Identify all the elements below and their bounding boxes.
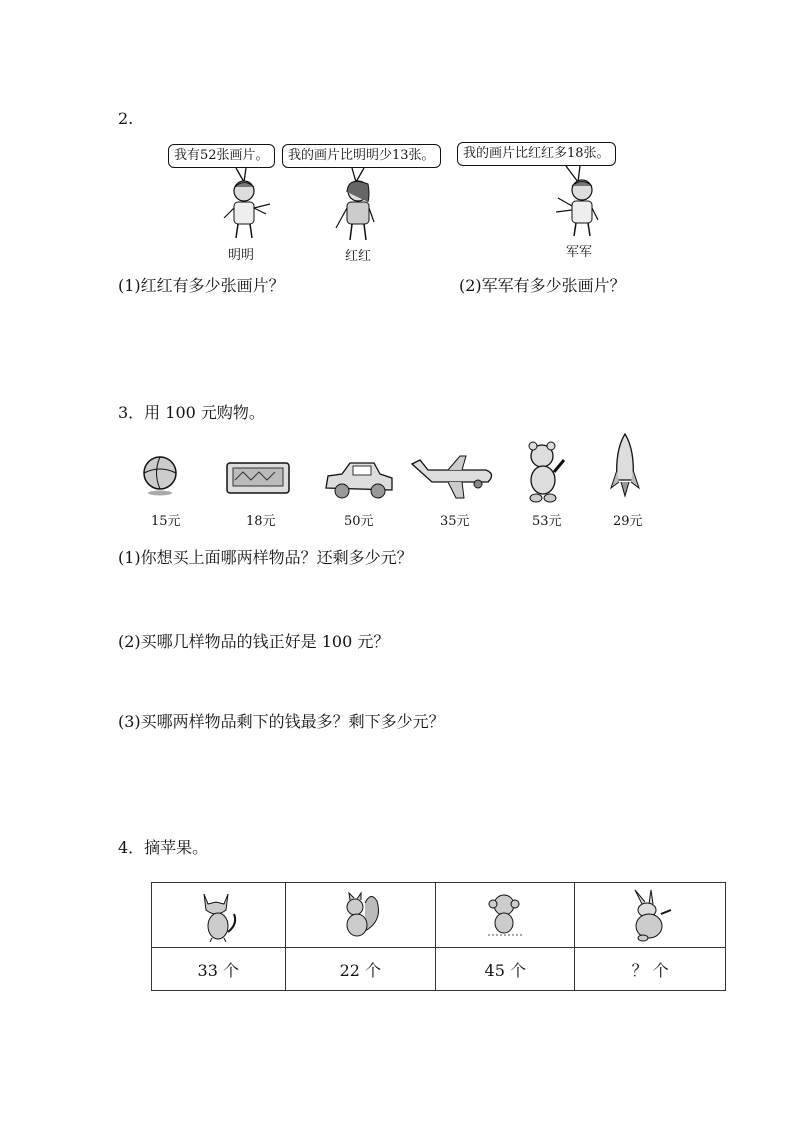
apple-count-rabbit: ？ 个 [575,948,726,991]
question-4-title: 4．摘苹果。 [118,838,209,857]
q3-subquestion-3: (3)买哪两样物品剩下的钱最多？剩下多少元？ [118,712,445,731]
boy-junjun-icon [550,178,610,238]
monkey-icon [482,891,528,939]
girl-honghong-icon [330,178,384,242]
q2-subquestion-1: (1)红红有多少张画片？ [118,276,285,295]
boy-mingming-icon [220,178,280,240]
speech-bubble-mingming: 我有52张画片。 [168,144,275,168]
squirrel-icon [335,891,385,939]
price-toy-car: 50元 [344,514,374,529]
cell-monkey [436,883,575,948]
price-pencil-case: 18元 [246,514,276,529]
name-mingming: 明明 [228,248,255,263]
price-teddy-bear: 53元 [532,514,562,529]
price-airplane: 35元 [440,514,470,529]
q3-subquestion-1: (1)你想买上面哪两样物品？还剩多少元？ [118,548,413,567]
apple-count-squirrel: 22 个 [285,948,436,991]
cell-squirrel [285,883,436,948]
name-junjun: 军军 [566,245,593,260]
apples-table [151,882,726,991]
apple-count-monkey: 45 个 [436,948,575,991]
rabbit-icon [625,888,675,942]
speech-bubble-junjun: 我的画片比红红多18张。 [457,142,616,166]
airplane-icon [408,450,500,502]
name-honghong: 红红 [345,249,372,264]
bubble-tails [0,0,794,200]
cell-cat [152,883,286,948]
price-rocket: 29元 [613,514,643,529]
price-ball: 15元 [151,514,181,529]
ball-icon [141,453,179,497]
teddy-bear-icon [522,440,570,504]
q2-subquestion-2: (2)军军有多少张画片？ [459,276,626,295]
pencil-case-icon [225,460,291,496]
speech-bubble-honghong: 我的画片比明明少13张。 [282,144,441,168]
q3-subquestion-2: (2)买哪几样物品的钱正好是 100 元？ [118,632,390,651]
question-2-number: 2. [118,109,134,128]
cell-rabbit [575,883,726,948]
apple-count-cat: 33 个 [152,948,286,991]
rocket-icon [610,432,640,500]
toy-car-icon [320,458,396,500]
cat-icon [196,888,240,942]
question-3-title: 3．用 100 元购物。 [118,403,265,422]
